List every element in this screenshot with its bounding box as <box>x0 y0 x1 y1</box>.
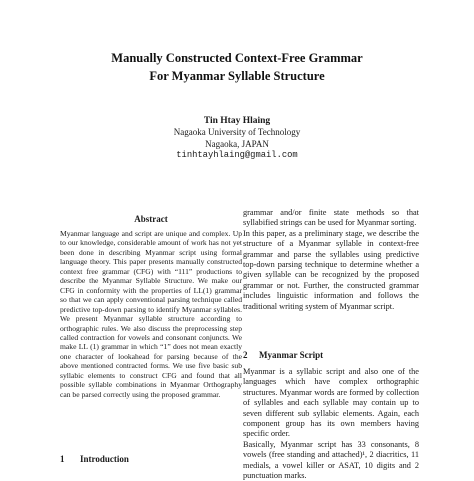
paragraph: Myanmar is a syllabic script and also one of the languages which have complex orthographic structures. Myanmar words are formed by collection of syllables and each syllable may contain up to seven different sub syllabic elements. Again, each component group has its own members having specific order. <box>243 367 419 439</box>
affiliation-line1: Nagaoka University of Technology <box>173 127 301 137</box>
paper-title-line2: For Myanmar Syllable Structure <box>149 69 325 83</box>
section-heading-introduction <box>60 454 129 465</box>
section-number: 1 <box>60 454 65 464</box>
author-email: tinhtayhlaing@gmail.com <box>176 150 298 160</box>
affiliation-line2: Nagaoka, JAPAN <box>205 138 269 149</box>
abstract-heading: Abstract <box>134 214 168 224</box>
section-number: 2 <box>243 350 248 360</box>
abstract-text: Myanmar language and script are unique and complex. Up to our knowledge, considerable amount of work has not yet been done in describing Myanmar script using formal language theory. This paper presents manually constructed context free grammar (CFG) with “111” productions to describe the Myanmar Syllable Structure. We make our CFG in conformity with the properties of LL(1) grammar so that we can apply conventional parsing technique called predictive top-down parsing to identify Myanmar syllables. We present Myanmar syllable structure according to orthographic rules. We also discuss the preprocessing step called contraction for vowels and consonant conjuncts. We make LL (1) grammar in which “1” does not mean exactly one character of lookahead for parsing because of the above mentioned contracted forms. We use five basic sub syllabic elements to construct CFG and found that all possible syllable combinations in Myanmar Orthography can be parsed correctly using the proposed grammar. <box>60 229 242 399</box>
section-title: Myanmar Script <box>259 350 324 360</box>
right-column-lower <box>243 367 419 481</box>
author-name: Tin Htay Hlaing <box>203 116 271 126</box>
paper-title-line1: Manually Constructed Context-Free Grammar <box>111 51 363 65</box>
section-title: Introduction <box>80 454 129 464</box>
paragraph: Basically, Myanmar script has 33 consonants, 8 vowels (free standing and attached)¹, 2 diacritics, 11 medials, a vowel killer or ASAT, 10 digits and 2 punctuation marks. <box>243 439 419 481</box>
paragraph: In this paper, as a preliminary stage, we describe the structure of a Myanmar syllable in context-free grammar and parse the syllables using predictive top-down parsing technique to determine whether a given syllable can be recognized by the proposed grammar or not. Further, the constructed grammar includes linguistic information and follows the traditional writing system of Myanmar script. <box>243 228 419 311</box>
right-column-upper <box>243 208 419 312</box>
author-affiliation <box>0 127 474 150</box>
paragraph: grammar and/or finite state methods so that syllabified strings can be used for Myanmar sorting. <box>243 208 419 228</box>
section-heading-myanmar-script <box>243 350 323 361</box>
